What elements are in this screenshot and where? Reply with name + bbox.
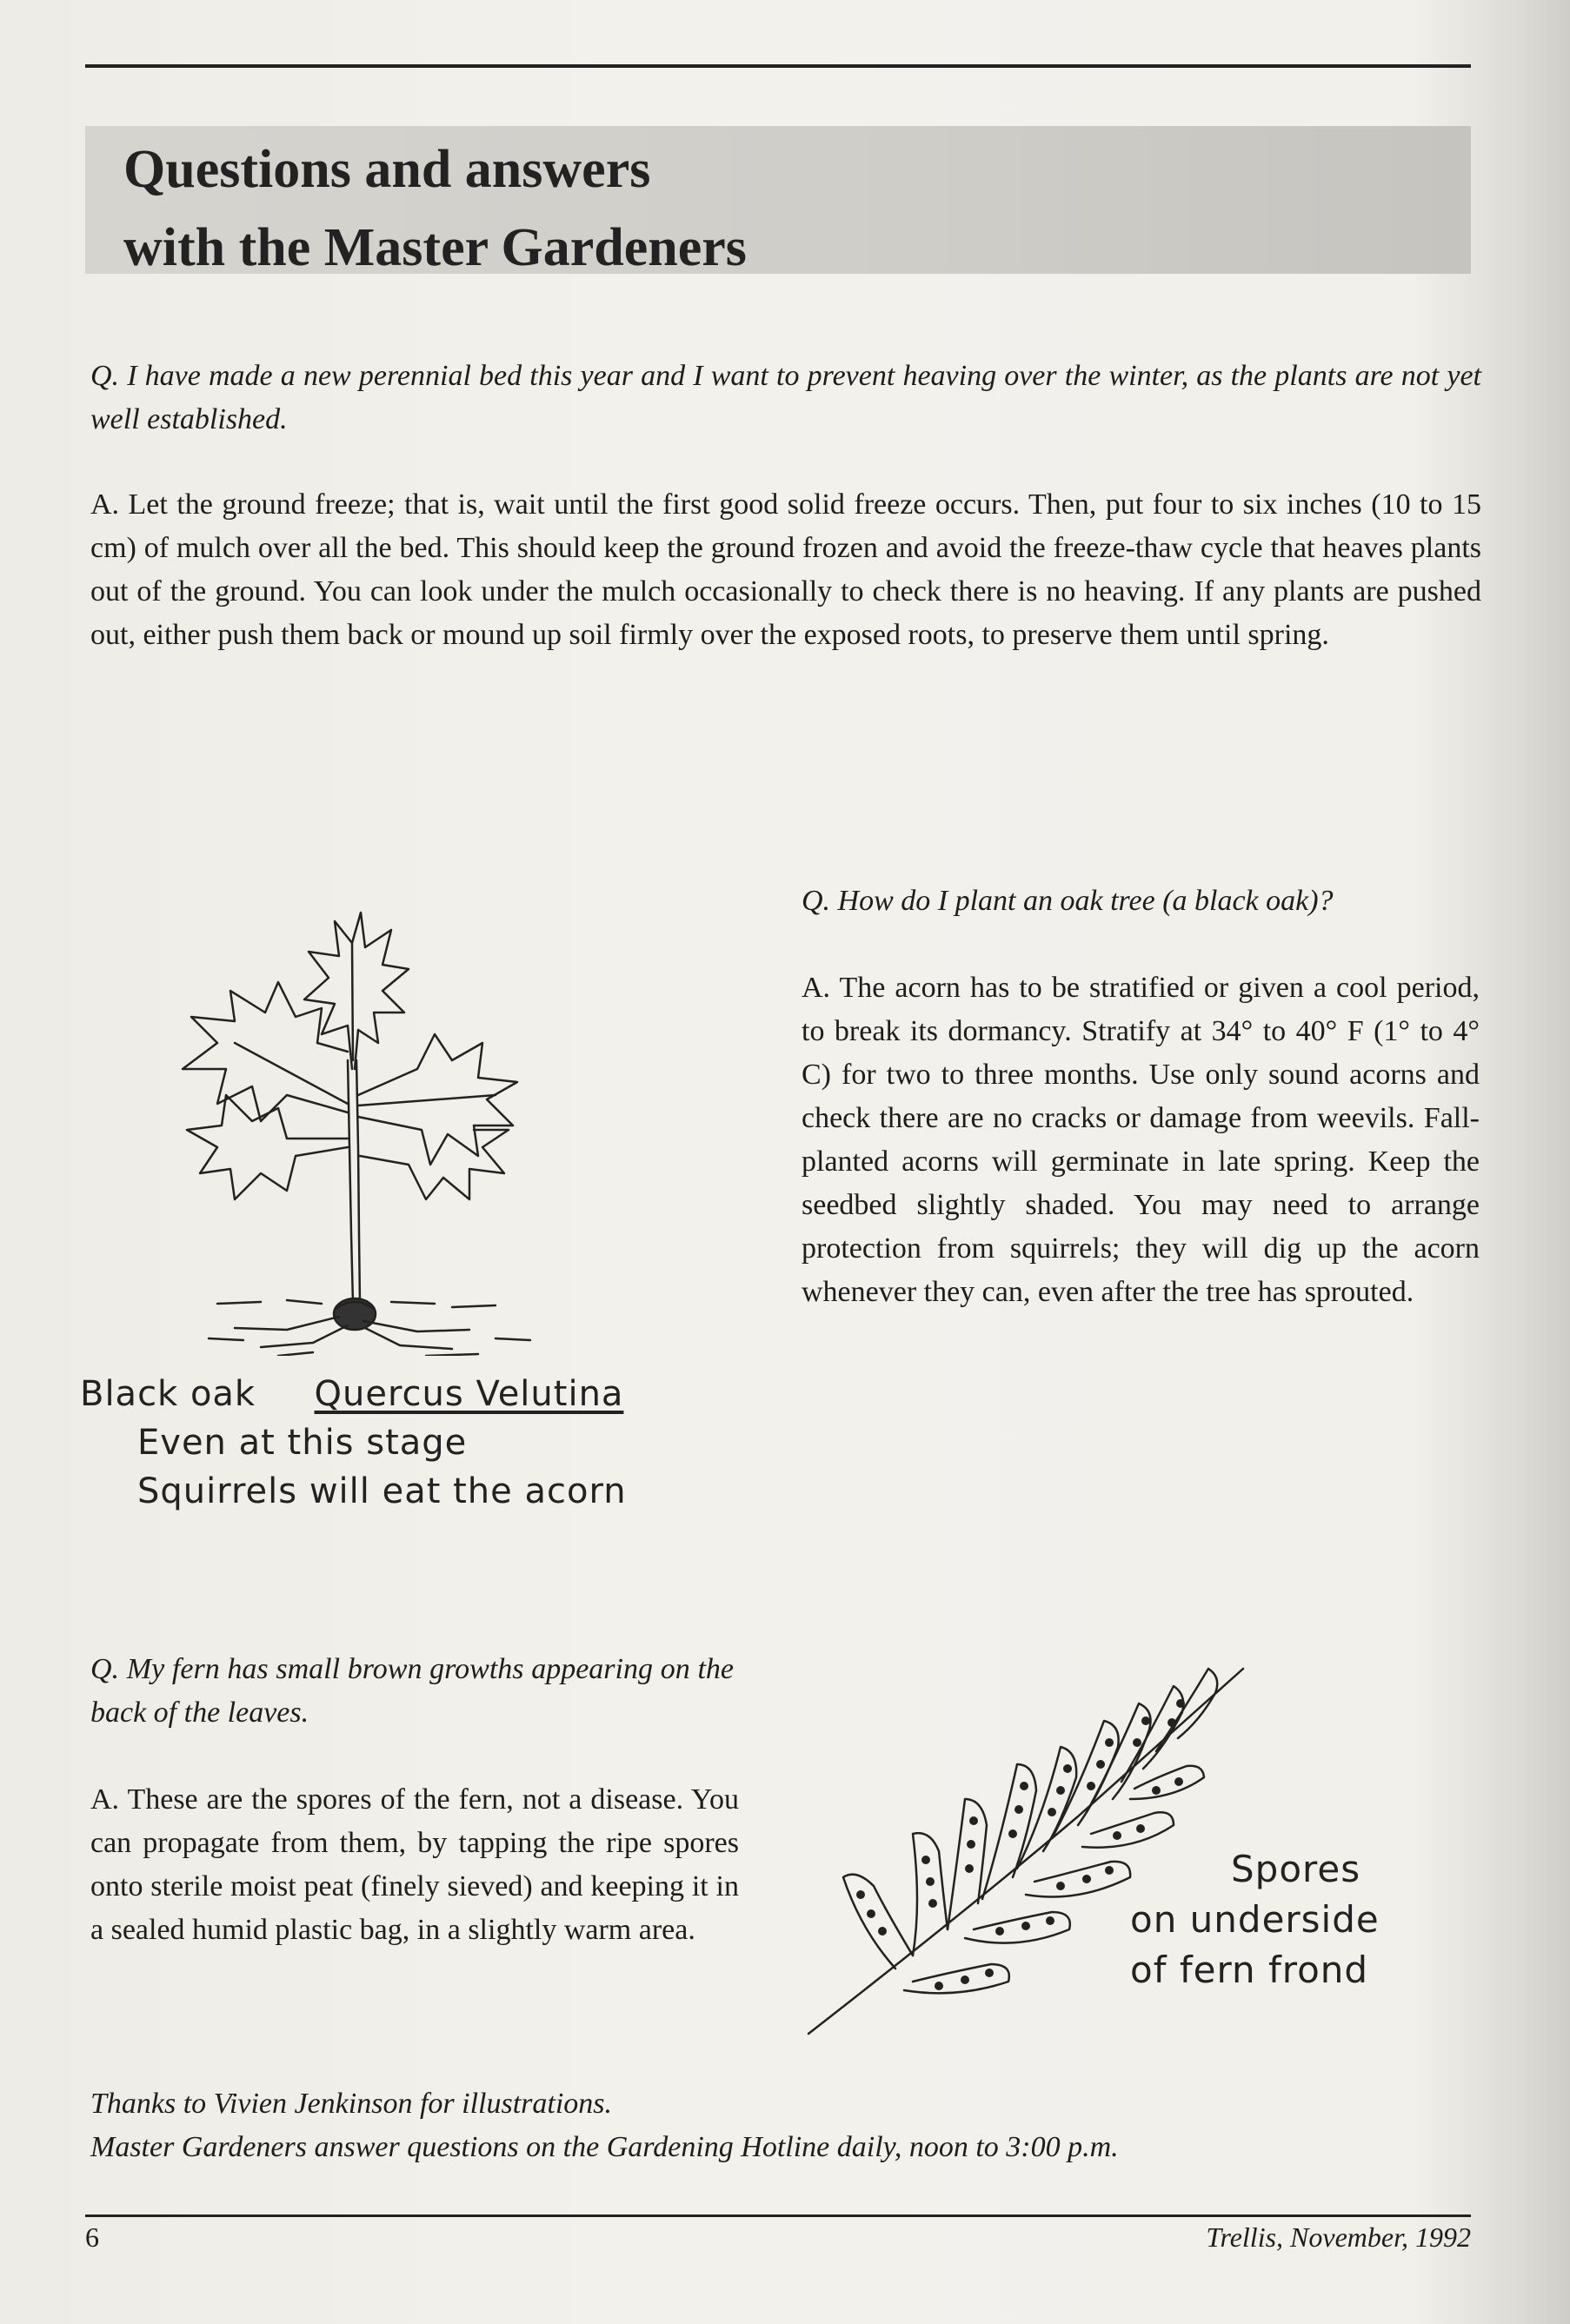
fern-caption-line-3: of fern frond [1130,1949,1369,1991]
oak-caption-line-2: Even at this stage [137,1423,468,1463]
credits-line-2: Master Gardeners answer questions on the Gardening Hotline daily, noon to 3:00 p.m. [90,2131,1119,2163]
question-1: Q. I have made a new perennial bed this year and I want to prevent heaving over the winter, as the plants are not yet well established. [90,360,1481,435]
oak-caption-line-3: Squirrels will eat the acorn [137,1471,627,1511]
fern-caption [1130,1844,1380,1995]
article-title [123,130,1080,287]
fern-caption-line-2: on underside [1130,1898,1380,1941]
title-line-1: Questions and answers [123,140,651,199]
fern-caption-line-1: Spores [1231,1848,1361,1890]
oak-latin-name: Quercus Velutina [314,1374,624,1414]
answer-1: A. Let the ground freeze; that is, wait until the first good solid freeze occurs. Then, put four to six inches (10 to 15 cm) of mulch over all the bed. This should keep the ground frozen and avoid the freeze-thaw cycle that heaves plants out of the ground. You can look under the mulch occasionally to check there is no heaving. If any plants are pushed out, either push them back or mound up soil firmly over the exposed roots, to preserve them until spring. [90,488,1481,651]
answer-2: A. The acorn has to be stratified or given a cool period, to break its dormancy. Stratify at 34° to 40° F (1° to 4° C) for two to three months. Use only sound acorns and check there are no cracks or damage from weevils. Fall-planted acorns will germinate in late spring. Keep the seedbed slightly shaded. You may need to arrange protection from squirrels; they will dig up the acorn whenever they can, even after the tree has sprouted. [802,972,1480,1308]
oak-caption [80,1370,627,1516]
credits [90,2082,1481,2169]
publication-info: Trellis, November, 1992 [1206,2221,1471,2253]
oak-common-name: Black oak [80,1374,256,1414]
bottom-rule [85,2214,1471,2217]
credits-line-1: Thanks to Vivien Jenkinson for illustrations. [90,2088,612,2120]
title-line-2: with the Master Gardeners [123,218,747,277]
page-number: 6 [85,2221,99,2253]
question-3: Q. My fern has small brown growths appearing on the back of the leaves. [90,1653,734,1729]
top-rule [85,64,1471,68]
question-2: Q. How do I plant an oak tree (a black oak)? [802,885,1334,917]
oak-sapling-illustration [87,782,591,1356]
answer-3: A. These are the spores of the fern, not a disease. You can propagate from them, by tapping the ripe spores onto sterile moist peat (finely sieved) and keeping it in a sealed humid plastic bag, in a slightly warm area. [90,1783,739,1946]
